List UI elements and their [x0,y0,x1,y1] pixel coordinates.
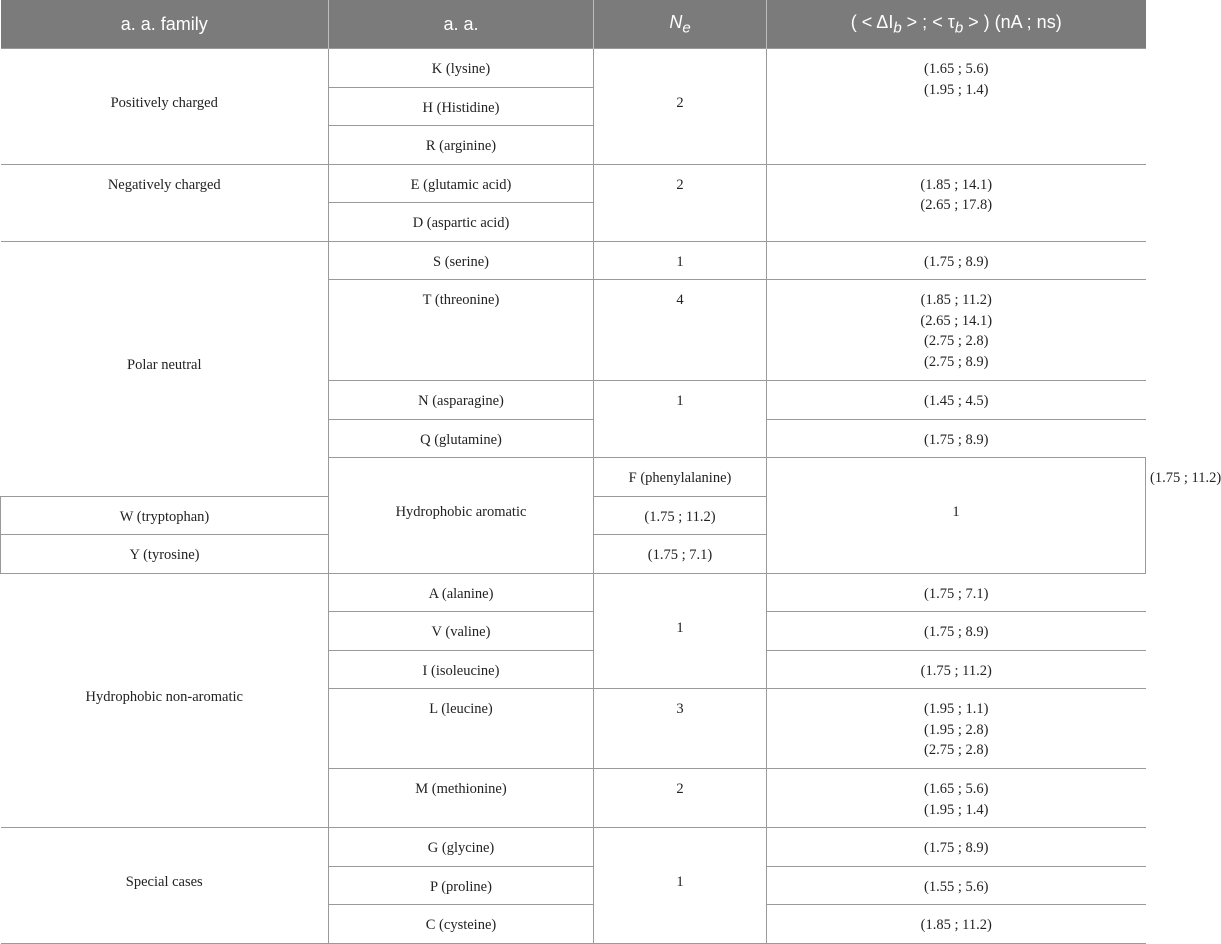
aa-cell: W (tryptophan) [1,496,329,535]
family-cell [1,49,329,165]
aa-cell: Q (glutamine) [329,419,594,458]
value-pair: (2.65 ; 14.1) [920,312,993,329]
values-cell [767,573,1146,612]
aa-cell: P (proline) [329,866,594,905]
value-pair: (2.75 ; 2.8) [924,333,989,349]
family-label: Hydrophobic non-aromatic [85,689,243,705]
ne-value: 1 [952,504,960,520]
value-pair: (1.85 ; 11.2) [920,917,992,933]
value-pair: (1.85 ; 14.1) [920,176,993,193]
values-cell [767,689,1146,769]
values-cell [594,496,767,535]
ne-value: 1 [676,619,684,636]
value-pair: (1.85 ; 11.2) [920,292,992,308]
family-cell: Negatively charged [1,164,329,241]
aa-cell: V (valine) [329,612,594,651]
header-ne-main: N [669,11,683,32]
value-pair: (1.95 ; 1.4) [924,81,989,98]
ne-value: 1 [676,874,684,890]
ne-cell: 4 [594,280,767,381]
aa-cell: D (aspartic acid) [329,203,594,242]
values-cell [767,612,1146,651]
table-row [1,828,1146,867]
value-pair: (1.75 ; 11.2) [644,508,716,525]
table-row [1,573,1146,612]
aa-cell: A (alanine) [329,573,594,612]
header-values-sub2: b [954,19,964,37]
family-label: Polar neutral [127,357,202,374]
value-pair: (1.95 ; 1.1) [924,701,989,717]
table-row [1,241,1146,280]
header-values-mid: > ; < τ [901,11,955,32]
table-row [1,164,1146,203]
value-pair: (2.65 ; 17.8) [920,197,993,213]
header-ne-sub: e [682,19,691,37]
values-cell [594,535,767,574]
header-row [1,0,1146,49]
value-pair: (1.45 ; 4.5) [924,393,989,409]
family-cell [329,458,594,574]
values-cell [767,866,1146,905]
values-cell [767,164,1146,241]
value-pair: (1.95 ; 2.8) [924,721,989,738]
aa-cell: G (glycine) [329,828,594,867]
header-aa: a. a. [329,0,594,49]
value-pair: (1.75 ; 8.9) [924,624,989,640]
ne-cell [594,573,767,689]
ne-value: 2 [676,95,684,111]
family-cell [1,828,329,944]
value-pair: (1.75 ; 7.1) [647,547,713,563]
header-family: a. a. family [1,0,329,49]
ne-cell: 1 [594,381,767,458]
value-pair: (1.75 ; 8.9) [924,431,989,448]
family-label: Hydrophobic aromatic [395,504,527,520]
table-row [1,49,1146,88]
value-pair: (1.65 ; 5.6) [924,781,989,797]
aa-cell: Y (tyrosine) [1,535,329,574]
values-cell [767,419,1146,458]
ne-cell: 1 [594,241,767,280]
value-pair: (1.75 ; 8.9) [924,253,989,270]
aa-cell: N (asparagine) [329,381,594,420]
values-cell [767,769,1146,828]
family-cell [1,573,329,828]
header-ne [594,0,767,49]
value-pair: (2.75 ; 8.9) [924,353,989,370]
header-values [767,0,1146,49]
values-cell [767,650,1146,689]
value-pair: (1.65 ; 5.6) [924,61,989,77]
aa-cell: M (methionine) [329,769,594,828]
aa-cell: E (glutamic acid) [329,164,594,203]
ne-cell [767,458,1146,574]
value-pair: (1.75 ; 7.1) [924,585,989,602]
values-cell [767,381,1146,420]
ne-cell [594,49,767,165]
family-cell [1,241,329,496]
aa-cell: H (Histidine) [329,87,594,126]
header-values-open: ( < ΔI [850,11,894,32]
ne-cell: 2 [594,164,767,241]
value-pair: (1.75 ; 8.9) [924,840,989,856]
ne-cell [594,828,767,944]
aa-cell: T (threonine) [329,280,594,381]
values-cell [767,241,1146,280]
aa-cell: F (phenylalanine) [594,458,767,497]
aa-cell: I (isoleucine) [329,650,594,689]
values-cell [767,49,1146,165]
ne-cell: 3 [594,689,767,769]
family-label: Special cases [125,874,203,890]
table-row: Hydrophobic aromatic F (phenylalanine) 1 (1.75 ; 11.2) [1,458,1146,497]
value-pair: (2.75 ; 2.8) [924,742,989,758]
value-pair: (1.95 ; 1.4) [924,801,989,818]
value-pair: (1.55 ; 5.6) [924,878,989,895]
header-values-close: > ) (nA ; ns) [963,11,1062,32]
family-label: Positively charged [110,95,218,111]
header-values-sub1: b [893,19,902,37]
values-cell [767,905,1146,944]
values-cell [767,280,1146,381]
aa-cell: R (arginine) [329,126,594,165]
aa-cell: L (leucine) [329,689,594,769]
aa-cell: S (serine) [329,241,594,280]
aa-cell: K (lysine) [329,49,594,88]
values-cell [767,828,1146,867]
value-pair: (1.75 ; 11.2) [920,662,992,679]
ne-cell: 2 [594,769,767,828]
aa-cell: C (cysteine) [329,905,594,944]
